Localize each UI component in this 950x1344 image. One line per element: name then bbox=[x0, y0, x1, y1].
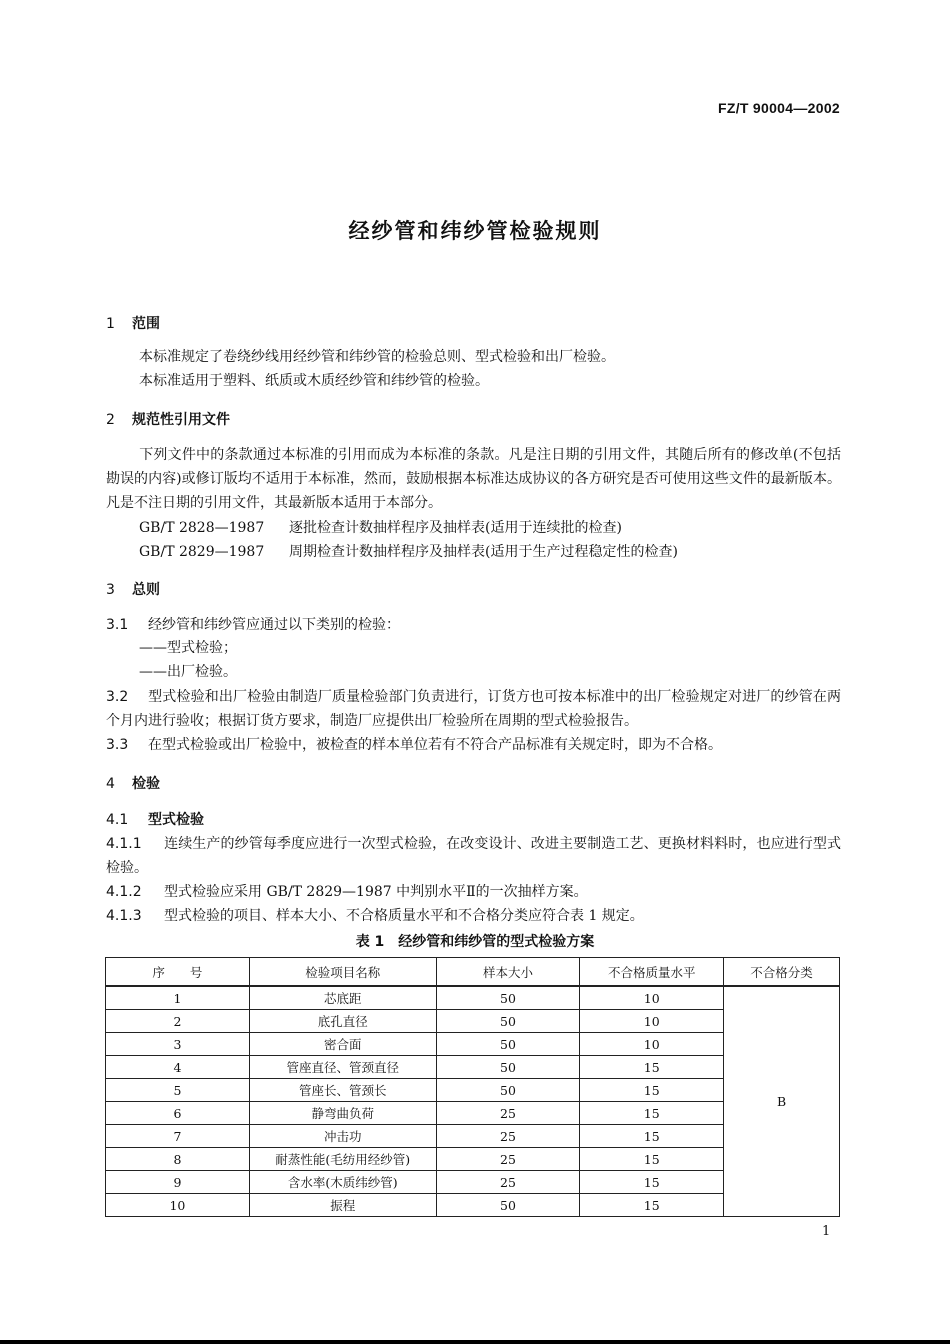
table-cell: 8 bbox=[106, 1148, 250, 1171]
section-title: 总则 bbox=[132, 582, 160, 598]
table-cell: 含水率(木质纬纱管) bbox=[249, 1171, 436, 1194]
section-1-heading bbox=[106, 313, 160, 333]
table-cell: 10 bbox=[580, 986, 724, 1010]
table-cell: 50 bbox=[436, 1033, 580, 1056]
column-header: 不合格分类 bbox=[724, 958, 840, 987]
reference-code: GB/T 2829—1987 bbox=[139, 544, 265, 560]
table-cell: 1 bbox=[106, 986, 250, 1010]
section-title: 规范性引用文件 bbox=[132, 412, 230, 428]
table-cell: 静弯曲负荷 bbox=[249, 1102, 436, 1125]
section-number: 4 bbox=[106, 776, 115, 792]
table-cell: 25 bbox=[436, 1171, 580, 1194]
table-cell: 50 bbox=[436, 1010, 580, 1033]
table-cell: 10 bbox=[580, 1010, 724, 1033]
section-number: 2 bbox=[106, 412, 115, 428]
table-cell: 15 bbox=[580, 1148, 724, 1171]
column-header: 不合格质量水平 bbox=[580, 958, 724, 987]
table-cell: 50 bbox=[436, 1079, 580, 1102]
nonconformity-class-cell: B bbox=[724, 986, 840, 1217]
table-cell: 25 bbox=[436, 1125, 580, 1148]
table-cell: 耐蒸性能(毛纺用经纱管) bbox=[249, 1148, 436, 1171]
section-title: 检验 bbox=[132, 776, 160, 792]
table-cell: 管座长、管颈长 bbox=[249, 1079, 436, 1102]
clause-3-3: 3.3 在型式检验或出厂检验中，被检查的样本单位若有不符合产品标准有关规定时，即为不合格。 bbox=[106, 737, 722, 753]
list-item-type-test: ——型式检验； bbox=[139, 640, 237, 656]
section-3-heading bbox=[106, 579, 160, 599]
clause-number: 4.1 bbox=[106, 812, 129, 828]
table-cell: 25 bbox=[436, 1102, 580, 1125]
clause-3-2: 3.2 型式检验和出厂检验由制造厂质量检验部门负责进行，订货方也可按本标准中的出厂检验规定对进厂的纱管在两个月内进行验收；根据订货方要求，制造厂应提供出厂检验所在周期的型式检验报告。 bbox=[106, 689, 841, 729]
section-number: 3 bbox=[106, 582, 115, 598]
table-cell: 15 bbox=[580, 1056, 724, 1079]
table-cell: 25 bbox=[436, 1148, 580, 1171]
table-cell: 振程 bbox=[249, 1194, 436, 1217]
s2-paragraph-1: 下列文件中的条款通过本标准的引用而成为本标准的条款。凡是注日期的引用文件，其随后所有的修改单(不包括勘误的内容)或修订版均不适用于本标准，然而，鼓励根据本标准达成协议的各方研究是否可使用这些文件的最新版本。凡是不注日期的引用文件，其最新版本适用于本部分。 bbox=[106, 447, 841, 511]
table-cell: 50 bbox=[436, 1056, 580, 1079]
table-cell: 15 bbox=[580, 1171, 724, 1194]
column-header: 序 号 bbox=[106, 958, 250, 987]
section-2-heading bbox=[106, 409, 230, 429]
table-cell: 3 bbox=[106, 1033, 250, 1056]
list-item-factory-test: ——出厂检验。 bbox=[139, 664, 237, 680]
clause-4-1-1: 4.1.1 连续生产的纱管每季度应进行一次型式检验，在改变设计、改进主要制造工艺、更换材料料时，也应进行型式检验。 bbox=[106, 836, 841, 876]
reference-gb2828 bbox=[139, 517, 622, 537]
table-cell: 15 bbox=[580, 1125, 724, 1148]
s1-paragraph-1: 本标准规定了卷绕纱线用经纱管和纬纱管的检验总则、型式检验和出厂检验。 bbox=[139, 349, 615, 365]
reference-gb2829 bbox=[139, 541, 678, 561]
table-cell: 密合面 bbox=[249, 1033, 436, 1056]
table-cell: 冲击功 bbox=[249, 1125, 436, 1148]
table-cell: 15 bbox=[580, 1194, 724, 1217]
table-cell: 50 bbox=[436, 986, 580, 1010]
table-cell: 15 bbox=[580, 1079, 724, 1102]
column-header: 样本大小 bbox=[436, 958, 580, 987]
table-cell: 4 bbox=[106, 1056, 250, 1079]
clause-4-1-3: 4.1.3 型式检验的项目、样本大小、不合格质量水平和不合格分类应符合表 1 规定。 bbox=[106, 908, 644, 924]
table-cell: 10 bbox=[106, 1194, 250, 1217]
table-cell: 10 bbox=[580, 1033, 724, 1056]
s1-paragraph-2: 本标准适用于塑料、纸质或木质经纱管和纬纱管的检验。 bbox=[139, 373, 489, 389]
standard-code: FZ/T 90004—2002 bbox=[717, 100, 840, 116]
clause-title: 型式检验 bbox=[148, 812, 204, 828]
table-cell: 管座直径、管颈直径 bbox=[249, 1056, 436, 1079]
table-cell: 芯底距 bbox=[249, 986, 436, 1010]
section-4-heading bbox=[106, 773, 160, 793]
section-title: 范围 bbox=[132, 316, 160, 332]
clause-3-1: 3.1 经纱管和纬纱管应通过以下类别的检验： bbox=[106, 617, 400, 633]
table-cell: 5 bbox=[106, 1079, 250, 1102]
table-cell: 50 bbox=[436, 1194, 580, 1217]
table-cell: 6 bbox=[106, 1102, 250, 1125]
document-title: 经纱管和纬纱管检验规则 bbox=[348, 219, 602, 243]
reference-title: 逐批检查计数抽样程序及抽样表(适用于连续批的检查) bbox=[289, 520, 622, 536]
clause-4-1-2: 4.1.2 型式检验应采用 GB/T 2829—1987 中判别水平Ⅱ的一次抽样方案。 bbox=[106, 884, 588, 900]
table-header-row bbox=[106, 958, 840, 987]
table-cell: 15 bbox=[580, 1102, 724, 1125]
table-caption: 表 1 经纱管和纬纱管的型式检验方案 bbox=[355, 934, 595, 950]
section-number: 1 bbox=[106, 316, 115, 332]
table-row bbox=[106, 986, 840, 1010]
table-cell: 9 bbox=[106, 1171, 250, 1194]
reference-code: GB/T 2828—1987 bbox=[139, 520, 265, 536]
table-cell: 7 bbox=[106, 1125, 250, 1148]
reference-title: 周期检查计数抽样程序及抽样表(适用于生产过程稳定性的检查) bbox=[289, 544, 678, 560]
type-test-table bbox=[105, 957, 840, 1217]
bottom-edge-bar bbox=[0, 1340, 950, 1344]
table-cell: 2 bbox=[106, 1010, 250, 1033]
table-cell: 底孔直径 bbox=[249, 1010, 436, 1033]
column-header: 检验项目名称 bbox=[249, 958, 436, 987]
clause-4-1-heading bbox=[106, 809, 204, 829]
page-number: 1 bbox=[822, 1224, 831, 1239]
